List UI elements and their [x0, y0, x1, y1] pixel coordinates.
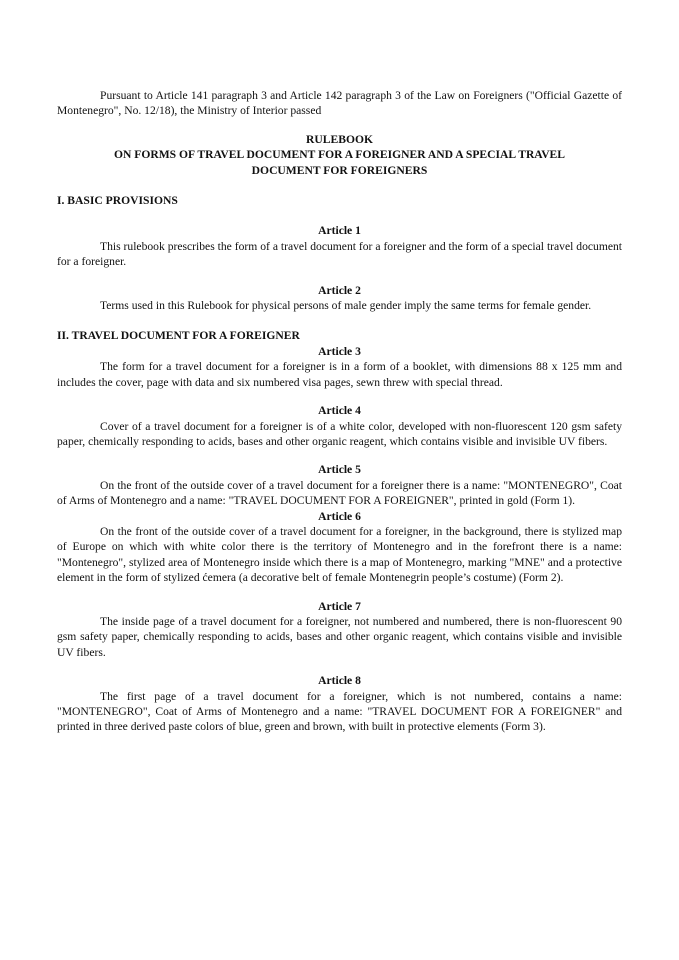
article-7-title: Article 7 [318, 599, 361, 613]
article-2-text: Terms used in this Rulebook for physical persons of male gender imply the same terms for female gender. [100, 299, 592, 313]
article-4-title: Article 4 [318, 404, 361, 418]
article-6-title: Article 6 [318, 509, 361, 523]
article-7 [57, 599, 622, 661]
section-heading-basic-provisions: I. BASIC PROVISIONS [57, 194, 178, 208]
title-line-3: DOCUMENT FOR FOREIGNERS [251, 163, 428, 177]
article-6 [57, 509, 622, 586]
article-3-title: Article 3 [318, 344, 361, 358]
article-3 [57, 344, 622, 390]
article-1-title: Article 1 [318, 224, 361, 238]
title-line-1: RULEBOOK [306, 132, 373, 146]
article-3-text: The form for a travel document for a foreigner is in a form of a booklet, with dimensions 88 x 125 mm and includes the cover, page with data and six numbered visa pages, sewn threw with special thread. [57, 360, 622, 389]
section-heading-travel-document: II. TRAVEL DOCUMENT FOR A FOREIGNER [57, 329, 300, 343]
article-4-text: Cover of a travel document for a foreigner is of a white color, developed with non-fluorescent 120 gsm safety paper, chemically responding to acids, bases and other organic reagent, which contains visible and invisible UV fibers. [57, 419, 622, 448]
article-6-text: On the front of the outside cover of a travel document for a foreigner, in the background, there is stylized map of Europe on which with white color there is the territory of Montenegro and in the forefront there is a name: "Montenegro", stylized area of Montenegro inside which there is a map of Montenegro, marking "MNE" and a protective element in the form of stylized ćemera (a decorative belt of female Montenegrin people’s costume) (Form 2). [57, 524, 622, 585]
article-5-text: On the front of the outside cover of a travel document for a foreigner there is a name: "MONTENEGRO", Coat of Arms of Montenegro and a name: "TRAVEL DOCUMENT FOR A FOREIGNER", printed in gold (Form 1). [57, 478, 622, 508]
title-line-2: ON FORMS OF TRAVEL DOCUMENT FOR A FOREIGNER AND A SPECIAL TRAVEL [113, 148, 566, 162]
article-5 [57, 462, 622, 508]
article-4 [57, 403, 622, 449]
article-8-text: The first page of a travel document for a foreigner, which is not numbered, contains a name: "MONTENEGRO", Coat of Arms of Montenegro and a name: "TRAVEL DOCUMENT FOR A FOREIGNER" and printed in three derived paste colors of blue, green and brown, with built in protective elements (Form 3). [57, 689, 622, 734]
article-2 [57, 283, 622, 314]
document-title [57, 132, 622, 178]
article-8-title: Article 8 [318, 674, 361, 688]
article-2-title: Article 2 [318, 283, 361, 297]
article-1 [57, 223, 622, 269]
article-5-title: Article 5 [318, 463, 361, 477]
article-8 [57, 673, 622, 735]
intro-paragraph: Pursuant to Article 141 paragraph 3 and Article 142 paragraph 3 of the Law on Foreigners ("Official Gazette of Montenegro", No. 12/18), the Ministry of Interior passed [57, 89, 622, 118]
article-7-text: The inside page of a travel document for a foreigner, not numbered and numbered, there is non-fluorescent 90 gsm safety paper, chemically responding to acids, bases and other organic reagent, which contains visible and invisible UV fibers. [57, 614, 622, 659]
article-1-text: This rulebook prescribes the form of a travel document for a foreigner and the form of a special travel document for a foreigner. [57, 239, 622, 269]
